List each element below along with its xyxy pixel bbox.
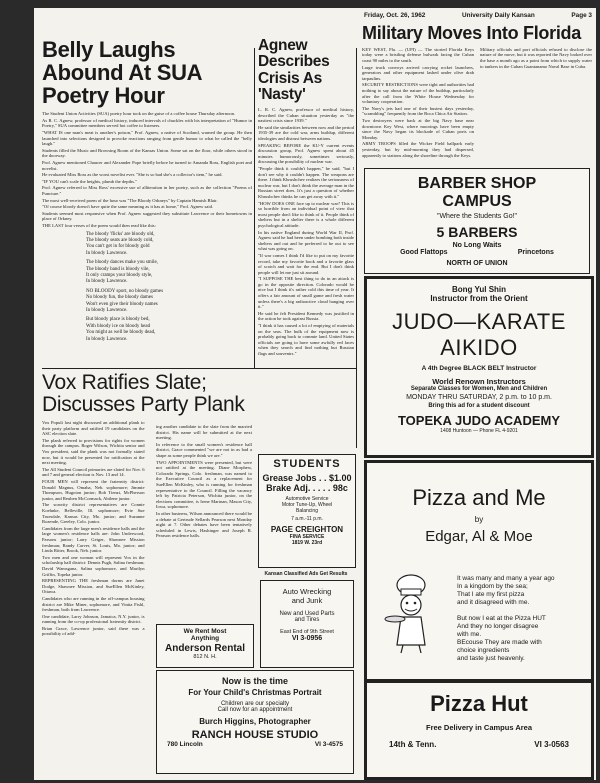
studio-contact [157, 741, 353, 748]
barber-style: Princetons [517, 249, 554, 256]
masthead-paper: University Daily Kansan [461, 12, 535, 19]
cuba-paragraph: Military officials and port officials refused to disclose the nature of the move, but it was reported the Navy looked over the base a month ago as a point from which to supply water to tankers in the Cuban Guantanamo Naval Base in Cuba. [480, 46, 592, 69]
agnew-article [258, 38, 354, 448]
barber-styles [365, 249, 589, 256]
barber-count: 5 BARBERS [436, 224, 518, 240]
judo-address: 1408 Huntoon — Phone FL 4-9201 [440, 428, 518, 434]
agnew-paragraph: He said the similarities between now and the period 1935-39 are the cold war, arms buildup, different ideologies and distrust between nations. [258, 124, 354, 142]
judo-rank: A 4th Degree BLACK BELT Instructor [421, 365, 537, 372]
station-name: PAGE CREIGHTON [270, 525, 344, 534]
vox-paragraph: ing another candidate to the slate from the married district. His name will be submitted at the next meeting. [156, 424, 252, 441]
judo-instructor: Bong Yul Shin [451, 285, 507, 294]
vox-paragraph: In reference to the small women's residence hall district, Grace commented "we are not in as bad a shape as some people think we are." [156, 441, 252, 458]
sua-paragraph: The Student Union Activities (SUA) poetry hour took on the guise of a coffee house Thursday afternoon. [42, 111, 236, 117]
judo-times: MONDAY THRU SATURDAY, 2 p.m. to 10 p.m. [406, 394, 552, 401]
vox-paragraph: The All Student Council primaries are slated for Nov. 6 and 7 and general election is Nov. 13 and 14. [42, 466, 145, 478]
sua-paragraph: "IF YOU can't scale the heights, plumb the depths." [42, 178, 137, 184]
station-address: 1819 W. 23rd [291, 540, 323, 546]
agnew-paragraph: He said he felt President Kennedy was justified in the action he took against Russia. [258, 310, 354, 322]
rental-line: We Rent Most [183, 628, 227, 635]
sua-headline: Belly Laughs Abound At SUA Poetry Hour [42, 38, 202, 109]
agnew-paragraph: SPEAKING BEFORE the KU-Y current events discussion group, Prof. Agnew spent about 45 minutes humorously, sometimes seriously, discussing the possibility of nuclear war. [258, 142, 354, 165]
pizza-and-me-ad [364, 460, 594, 682]
agnew-paragraph: "I SUPPOSE THE best thing to do in an attack is go in the opposite direction. Colorado would be nice but I think it's rather cold this time of year. It offers a fair amount of small game and fresh water unless there's a big radioactive cloud hanging over it." [258, 276, 354, 310]
studio-photographer: Burch Higgins, Photographer [199, 717, 311, 726]
vox-paragraph: REPRESENTING THE freshman dorms are Janet Dodge, Shawnee Mission, and SueEllen McKinley, Ottawa. [42, 578, 145, 595]
vox-paragraph: The plank referred to provisions for rights for women through the campus. Roger Wilson, Wichita senior and Vox president, said the plank was not formally stated now, but it would be presented for ratification at the next meeting. [42, 437, 145, 466]
column-rule [356, 48, 357, 448]
students-title: STUDENTS [273, 458, 341, 470]
cuba-paragraph: The Navy's jets had one of their busiest days yesterday, "scrambling" frequently from the Boca Chica Air Station. [362, 105, 474, 117]
studio-headline-2: For Your Child's Christmas Portrait [188, 688, 322, 697]
auto-location: East End of 9th Street [280, 629, 334, 635]
judo-academy-ad [364, 276, 594, 458]
poem-verse: NO BLOODY sport, no bloody games No bloody fun, the bloody dames Won't even give their bloody names In bloody Lawrence. [86, 288, 164, 314]
page-creighton-ad [258, 454, 356, 568]
sua-paragraph: Students filled the Music and Browsing Room of the Kansas Union. Some sat on the floor, while others stood in the doorway. [42, 147, 252, 159]
auto-wrecking-ad [260, 580, 354, 668]
barber-tagline: "Where the Students Go!" [436, 213, 518, 220]
judo-heading: JUDO—KARATE [392, 309, 566, 334]
pizza-hut-delivery: Free Delivery in Campus Area [425, 723, 533, 732]
sua-paragraph: Prof. Agnew referred to Miss Ross' excessive use of alliteration in her poetry, such as the collection "Poems of Puncture." [42, 185, 252, 196]
grease-price: Grease Jobs . . $1.00 [262, 473, 352, 483]
vox-paragraph: In other business, Wilson announced there would be a debate at Gertrude Sellards Pearson next Monday night at 7. Other debates have been tentatively scheduled in Lewis, Hashinger and Joseph R. Pearson residence halls. [156, 510, 252, 539]
judo-academy-name: TOPEKA JUDO ACADEMY [397, 413, 561, 428]
pizza-hut-phone: VI 3-0563 [534, 740, 569, 749]
vox-paragraph: FOUR MEN will represent the fraternity district: Donald Magnus, Omaha, Neb. sophomore; Jimmie Thompson, Hugoton junior; Bob Tienzi, McPherson junior, and Reuben McCormack, Abilene junior. [42, 479, 145, 501]
cuba-article [362, 24, 592, 164]
studio-call: Call now for an appointment [217, 707, 293, 713]
agnew-paragraph: L. R. C. Agnew, professor of medical history, described the Cuban situation yesterday as "the nastiest crisis since 1939." [258, 107, 354, 124]
judo-instructor-origin: Instructor from the Orient [430, 294, 528, 303]
service-line: Motor Tune-Up, Wheel [281, 502, 333, 508]
rental-name: Anderson Rental [164, 643, 245, 654]
vox-headline: Vox Ratifies Slate; Discusses Party Plank [42, 372, 245, 417]
sua-paragraph: THE LAST four verses of the poem would then read like this: [42, 222, 156, 228]
sua-article [42, 38, 252, 366]
pizza-me-verse: It was many and many a year ago In a kingdom by the sea; That I ate my first pizza and it disagreed with me. [457, 575, 555, 606]
barber-waits: No Long Waits [452, 242, 502, 249]
vox-paragraph: Vox Populi last night discussed an additional plank to their party platform and ratified 19 candidates on the ASC election slate. [42, 420, 145, 437]
cuba-paragraph: KEY WEST, Fla. — (UPI) — The storied Florida Keys today were a bristling defense bulwark facing the Cuban coast 90 miles to the south. [362, 46, 474, 64]
agnew-paragraph: "People think it couldn't happen," he said, "but I don't see why it couldn't happen. The weapons are there. I think Khrushchev realizes the seriousness of nuclear war, but I don't think the average man in the Russian street does. It's just a question of whether Khrushchev thinks he can get away with it." [258, 166, 354, 199]
newspaper-page [34, 8, 596, 780]
agnew-paragraph: "If war comes I think I'd like to put on my favorite record, take my favorite book and a favorite glass of scotch and wait for the end. But I don't think people will let me just sit around. [258, 252, 354, 275]
cuba-paragraph: Two destroyers were back at the big Navy base near downtown Key West, where moorings have been empty since the Navy began its blockade of Cuban ports on Monday. [362, 118, 474, 140]
barber-shop-ad [364, 168, 590, 274]
sua-paragraph: Students seemed most responsive when Prof. Agnew suggested they substitute Lawrence or their hometowns in place of Orkney. [42, 210, 252, 222]
brake-price: Brake Adj. . . . . 98c [266, 483, 348, 493]
sua-paragraph: The most well-received poem of the hour was "The Bloody Orkneys" by Captain Hamish Blair. [42, 197, 218, 203]
sua-paragraph: As R. C. Agnew, professor of medical history, induced intervals of chuckles with his interpretation of "Humor in Poetry," SUA committee members served hot coffee to listeners. [42, 117, 252, 129]
pizza-me-names: Edgar, Al & Moe [425, 528, 533, 545]
studio-address: 780 Lincoln [167, 741, 203, 748]
ranch-house-studio-ad [156, 670, 354, 774]
vox-paragraph: Brian Grace, Lawrence junior, said there was a possibility of add- [42, 625, 145, 637]
service-line: Balancing [296, 508, 318, 514]
agnew-paragraph: In his native England during World War II, Prof. Agnew said he had been under bombing both inside shelters and out and he preferred to be out to see what was going on. [258, 229, 354, 252]
masthead [364, 12, 592, 22]
sua-paragraph: "WHAT IS one man's meat is another's poison," Prof. Agnew, a native of Scotland, warned the group. He then launched into selections designed to provoke reactions ranging from gentle humor to what he called the "belly laugh." [42, 130, 252, 147]
auto-parts: New and Used Parts [279, 611, 335, 617]
sua-paragraph: "Of course bloody doesn't have quite the same meaning as it has at home," Prof. Agnew said. [42, 204, 214, 210]
service-hours: 7 a.m.-11 p.m. [291, 516, 323, 522]
pizza-hut-title: Pizza Hut [430, 691, 528, 716]
judo-discount: Bring this ad for a student discount [428, 403, 530, 409]
sua-paragraph: He evaluated Miss Ross as the worst novelist ever. "She is so bad she's a collector's item," he said. [42, 172, 223, 178]
barber-location: NORTH OF UNION [446, 260, 508, 267]
chef-cartoon-icon [381, 571, 441, 655]
cuba-paragraph: Large truck convoys arrived carrying rocket launchers, generators and other equipment lashed under olive drab tarpaulins. [362, 64, 474, 81]
vox-article-continued [156, 424, 252, 622]
poem-verse: The bloody 'flicks' are bloody old, The bloody seats are bloody cold, You can't get in for bloody gold In bloody Lawrence. [86, 231, 155, 256]
cuba-paragraph: SECURITY RESTRICTIONS were tight and authorities had nothing to say about the nature of the buildup, particularly after the call from the White House Wednesday for voluntary cooperation. [362, 82, 474, 105]
cuba-headline: Military Moves Into Florida [362, 24, 581, 43]
masthead-page: Page 3 [571, 12, 592, 19]
auto-title-2: and Junk [291, 596, 323, 605]
sua-paragraph: Prof. Agnew mentioned Chaucer and Alexander Pope briefly before he turned to Amanda Ross, English poet and novelist. [42, 160, 252, 171]
agnew-paragraph: "I think it has caused a lot of emptying of materials on the seas. The bulk of the equipment now is probably going back to commie land. United States officials are going to have some awfully red faces when they search and find nothing but Russian flags and souvenirs." [258, 323, 354, 356]
studio-headline: Now is the time [221, 676, 288, 686]
vox-paragraph: Candidates from the large men's residence halls and the large women's residence halls are: John Underwood, Parsons junior; Larry Geiger, Shawnee Mission freshman; Randy Carver, St. Louis, Mo. junior; and Linda Ritter, Brook, Neb. junior. [42, 525, 145, 554]
studio-specialty: Children are our specialty [220, 701, 290, 707]
column-rule [254, 48, 255, 368]
anderson-rental-ad [156, 624, 254, 668]
pizza-hut-address: 14th & Tenn. [389, 740, 437, 749]
agnew-headline: Agnew Describes Crisis As 'Nasty' [258, 38, 330, 103]
cuba-paragraph: ARMY TROOPS filled the Wicker Field ballpark early yesterday, but by mid-morning they had dispersed, apparently to stations along the shoreline through the Keys. [362, 141, 474, 158]
pizza-me-verse: But now I eat at the Pizza HUT And they no longer disagree with me. BEcouse They are made with choice ingredients and taste just heavenly. [457, 615, 546, 662]
pizza-me-by: by [474, 515, 484, 524]
auto-phone: VI 3-0956 [291, 635, 323, 642]
agnew-paragraph: "HOW DOES ONE face up to nuclear war? This is so horrible from an individual point of view that most people don't like to think of it. People think of shelters but in a shelter there is a whole different psychological attitude. [258, 200, 354, 228]
pizza-me-title: Pizza and Me [412, 485, 546, 510]
vox-paragraph: Candidates who are running in the off-campus housing district are Mike Miner, sophomore, and Vinita Fishl, freshman, both from Lawrence. [42, 595, 145, 613]
pizza-hut-ad [364, 680, 594, 780]
vox-paragraph: TWO APPOINTMENTS were presented, but were not ratified at the meeting. Diane Morphew, Colorado Springs, Colo. freshman, was named to the Executive Council as a replacement for SueEllen McKinley, who is running for freshman representative to the Council. Filling the vacancy left by Patricia Peterson, Wichita junior, on the elections committee, is Irene Marinan, Mason City, Iowa, sophomore. [156, 459, 252, 510]
poem-verse: The bloody dances make you smile, The bloody band is bloody vile, It only cramps your bloody style, In bloody Lawrence. [86, 260, 158, 285]
vox-paragraph: One candidate, Larry Johnson, Jamaica, N.Y. junior, is running from the co-op professional fraternity district. [42, 613, 145, 625]
vox-paragraph: The sorority district representatives are Connie Koehnke, Belleville, Ill. sophomore; Evie Sue Truesdale, Kansas City, Mo. junior; and Suzanne Rozende, Greeley, Colo. junior. [42, 502, 145, 525]
judo-classes: Separate Classes for Women, Men and Children [410, 386, 548, 392]
service-line: Automotive Service [285, 496, 329, 502]
barber-style: Good Flattops [400, 249, 448, 256]
auto-title: Auto Wrecking [282, 587, 332, 596]
rental-line: Anything [190, 635, 220, 642]
judo-heading-2: AIKIDO [440, 335, 518, 360]
vox-paragraph: Two men and one woman will represent Vox in the scholarship hall district: Dennis Pugh, Salina freshman; David Wamsganz, Salina sophomore, and Marilyn Griffin, Topeka junior. [42, 554, 145, 577]
barber-title-2: CAMPUS [442, 193, 512, 210]
poem-verse: But bloody place is bloody bed, With bloody ice on bloody head You might as well be bloody dead, In bloody Lawrence. [86, 317, 156, 342]
classified-header: Kansan Classified Ads Get Results [264, 571, 348, 577]
studio-name: RANCH HOUSE STUDIO [191, 729, 319, 741]
auto-tires: and Tires [294, 617, 320, 623]
pizza-hut-contact [367, 740, 591, 749]
barber-title: BARBER SHOP [417, 175, 537, 192]
rental-address: 812 N. H. [193, 654, 217, 660]
masthead-date: Friday, Oct. 26, 1962 [364, 12, 426, 19]
station-brand: FINA SERVICE [289, 534, 325, 540]
judo-renown: World Renown Instructors [432, 377, 526, 386]
studio-phone: VI 3-4575 [314, 741, 343, 748]
